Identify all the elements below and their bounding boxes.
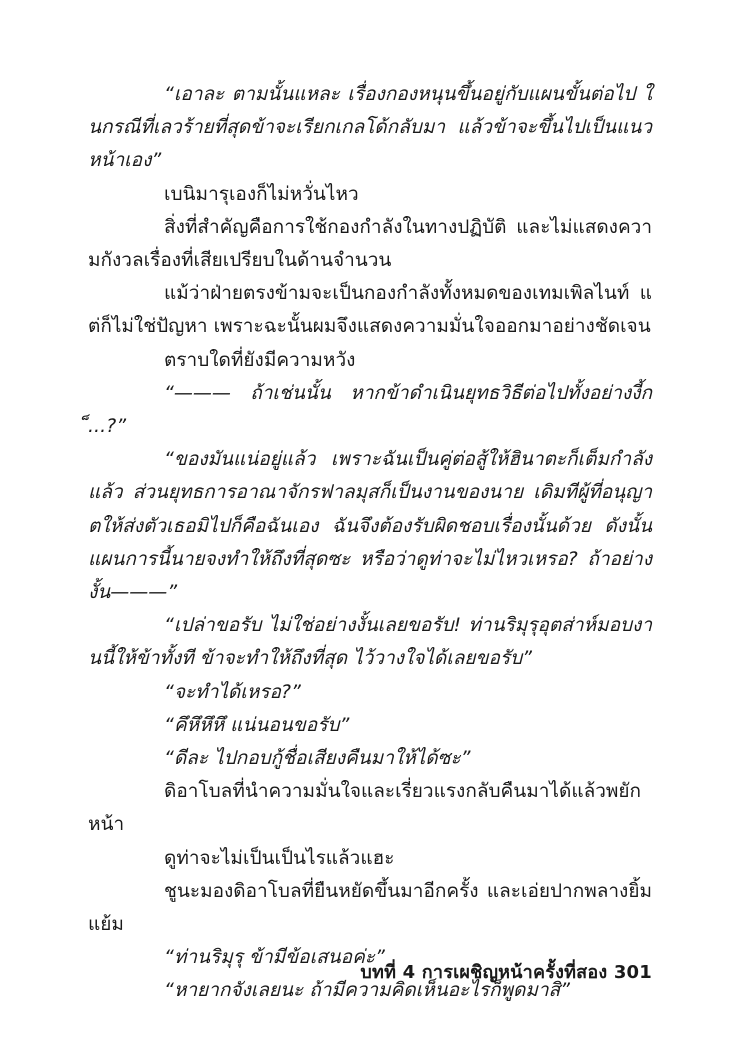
paragraph-9: “จะทำได้เหรอ?” <box>164 680 301 703</box>
chapter-title: บทที่ 4 การเผชิญหน้าครั้งที่สอง <box>360 962 608 983</box>
paragraph-3: สิ่งที่สำคัญคือการใช้กองกำลังในทางปฏิบัติ และไม่แสดงความกังวลเรื่องที่เสียเปรียบในด้านจำนวน <box>88 215 652 272</box>
paragraph-14: ชูนะมองดิอาโบลที่ยืนหยัดขึ้นมาอีกครั้ง และเอ่ยปากพลางยิ้มแย้ม <box>88 879 652 936</box>
paragraph-1: “เอาละ ตามนั้นแหละ เรื่องกองหนุนขึ้นอยู่กับแผนขั้นต่อไป ในกรณีที่เลวร้ายที่สุดข้าจะเรียกเกลโด้กลับมา แล้วข้าจะขึ้นไปเป็นแนวหน้าเอง” <box>88 83 652 172</box>
paragraph-7: “ของมันแน่อยู่แล้ว เพราะฉันเป็นคู่ต่อสู้ให้ฮินาตะก็เต็มกำลังแล้ว ส่วนยุทธการอาณาจักรฟาลมุสก็เป็นงานของนาย เดิมทีผู้ที่อนุญาตให้ส่งตัวเธอมิไปก็คือฉันเอง ฉันจึงต้องรับผิดชอบเรื่องนั้นด้วย ดังนั้น แผนการนี้นายจงทำให้ถึงที่สุดซะ หรือว่าดูท่าจะไม่ไหวเหรอ? ถ้าอย่างงั้น———” <box>88 448 652 604</box>
page-number: 301 <box>613 962 652 983</box>
page-footer <box>360 957 652 986</box>
paragraph-6: “——— ถ้าเช่นนั้น หากข้าดำเนินยุทธวิธีต่อไปทั้งอย่างงี้ก็...?” <box>88 381 652 438</box>
paragraph-4: แม้ว่าฝ่ายตรงข้ามจะเป็นกองกำลังทั้งหมดของเทมเพิลไนท์ แต่ก็ไม่ใช่ปัญหา เพราะฉะนั้นผมจึงแสดงความมั่นใจออกมาอย่างชัดเจน <box>88 282 652 338</box>
paragraph-5: ตราบใดที่ยังมีความหวัง <box>164 348 356 371</box>
paragraph-12: ดิอาโบลที่นำความมั่นใจและเรี่ยวแรงกลับคืนมาได้แล้วพยักหน้า <box>88 780 642 836</box>
paragraph-2: เบนิมารุเองก็ไม่หวั่นไหว <box>164 182 359 205</box>
paragraph-8: “เปล่าขอรับ ไม่ใช่อย่างงั้นเลยขอรับ! ท่านริมุรุอุตส่าห์มอบงานนี้ให้ข้าทั้งที ข้าจะทำให้ถึงที่สุด ไว้วางใจได้เลยขอรับ” <box>88 614 652 670</box>
paragraph-10: “คึหึหึหึ แน่นอนขอรับ” <box>164 713 350 736</box>
paragraph-15: “ท่านริมุรุ ข้ามีข้อเสนอค่ะ” <box>164 946 385 969</box>
paragraph-11: “ดีละ ไปกอบกู้ชื่อเสียงคืนมาให้ได้ซะ” <box>164 747 471 770</box>
page-body <box>88 78 652 1008</box>
paragraph-16: “หายากจังเลยนะ ถ้ามีความคิดเห็นอะไรก็พูดมาสิ” <box>164 979 570 1002</box>
paragraph-13: ดูท่าจะไม่เป็นเป็นไรแล้วแฮะ <box>164 846 395 869</box>
